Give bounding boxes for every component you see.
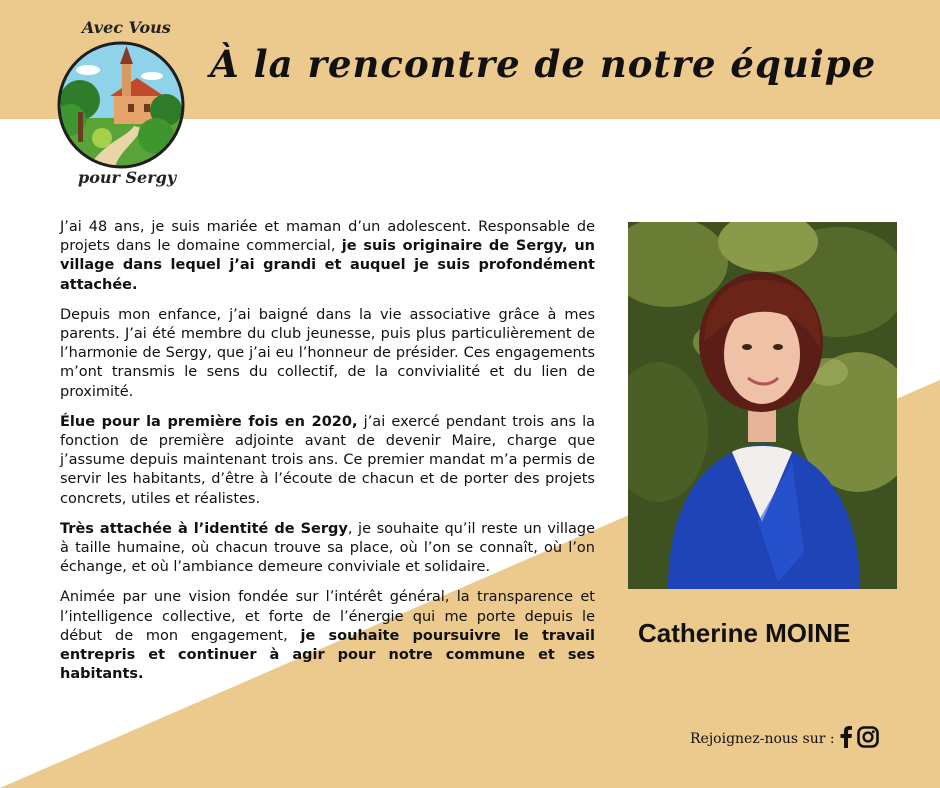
bio-text-span: Animée par une vision fondée sur l’intérêt général, la transparence et l’intelligence collective, et forte de l’énergie qui me porte depuis le début de mon engagement, <box>60 589 595 644</box>
bio-bold-span: Très attachée à l’identité de Sergy <box>60 520 348 537</box>
logo <box>52 18 192 190</box>
bio-text-span: J’ai 48 ans, je suis mariée et maman d’un adolescent. Responsable de projets dans le domaine commercial, <box>60 219 595 255</box>
bio-text-span: Depuis mon enfance, j’ai baigné dans la vie associative grâce à mes parents. J’ai été membre du club jeunesse, puis plus particulièrement de l’harmonie de Sergy, que j’ai eu l’honneur de présider. Ces engagements m’ont transmis le sens du collectif, de la convivialité et du lien de proximité. <box>60 306 595 400</box>
join-label: Rejoignez-nous sur : <box>690 731 835 747</box>
bio-text-span: , je souhaite qu’il reste un village à taille humaine, où chacun trouve sa place, où l’on se connaît, où l’on échange, et où l’ambiance demeure conviviale et solidaire. <box>60 520 595 576</box>
bio-text <box>60 218 595 695</box>
page-title: À la rencontre de notre équipe <box>210 42 877 86</box>
bio-paragraph <box>60 520 595 578</box>
bio-bold-span: je suis originaire de Sergy, un village dans lequel j’ai grandi et auquel je suis profondément attachée. <box>60 238 595 293</box>
portrait-photo <box>628 222 897 589</box>
instagram-icon[interactable] <box>857 726 879 752</box>
bio-paragraph <box>60 306 595 402</box>
social-links <box>690 726 879 752</box>
logo-text-top: Avec Vous <box>82 18 171 37</box>
bio-paragraph <box>60 218 595 295</box>
portrait-illustration <box>628 222 897 589</box>
village-illustration <box>56 40 186 170</box>
person-name: Catherine MOINE <box>638 618 851 648</box>
bio-bold-span: Élue pour la première fois en 2020, <box>60 413 358 430</box>
logo-text-bottom: pour Sergy <box>78 168 177 187</box>
bio-paragraph <box>60 413 595 509</box>
bio-paragraph <box>60 588 595 684</box>
bio-bold-span: je souhaite poursuivre le travail entrepris et continuer à agir pour notre commune et ses habitants. <box>60 627 595 683</box>
facebook-icon[interactable] <box>839 726 853 752</box>
bio-text-span: j’ai exercé pendant trois ans la fonction de première adjointe avant de devenir Maire, charge que j’assume depuis maintenant trois ans. Ce premier mandat m’a permis de servir les habitants, d’être à l’écoute de chacun et de porter des projets concrets, utiles et réalistes. <box>60 413 595 507</box>
